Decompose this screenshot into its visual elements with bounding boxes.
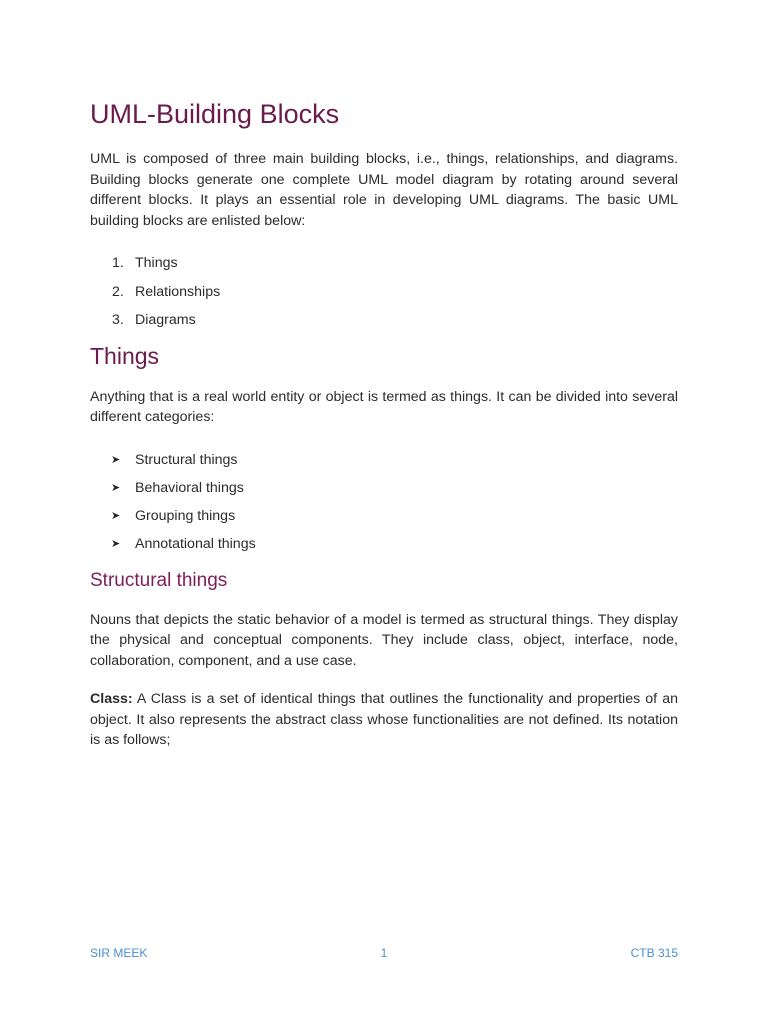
class-lead: Class:	[90, 691, 133, 707]
footer-course-code: CTB 315	[630, 946, 678, 960]
list-item	[90, 506, 678, 534]
list-item	[90, 253, 678, 282]
list-item-label: Diagrams	[135, 312, 196, 328]
list-item-label: Grouping things	[135, 507, 236, 524]
list-item-number: 2.	[112, 283, 124, 300]
intro-paragraph: UML is composed of three main building blocks, i.e., things, relationships, and diagrams. Building blocks generate one complete UML model diagram by rotating around several different blocks. It plays an essential role in developing UML diagrams. The basic UML building blocks are enlisted below:	[90, 151, 678, 229]
list-item-number: 1.	[112, 255, 124, 271]
page-title: UML-Building Blocks	[90, 99, 340, 129]
list-item-label: Things	[135, 255, 178, 271]
arrow-bullet-icon: ➤	[111, 453, 121, 466]
list-item	[90, 450, 678, 478]
list-item-label: Behavioral things	[135, 479, 244, 496]
things-paragraph: Anything that is a real world entity or object is termed as things. It can be divided into several different categories:	[90, 388, 678, 425]
class-description: A Class is a set of identical things that outlines the functionality and properties of an object. It also represents the abstract class whose functionalities are not defined. Its notation is as follows;	[90, 691, 678, 748]
list-item-label: Annotational things	[135, 535, 256, 552]
arrow-bullet-icon: ➤	[111, 509, 121, 522]
class-paragraph	[90, 689, 678, 751]
page-content	[90, 96, 678, 751]
page-footer	[90, 944, 678, 962]
footer-page-number: 1	[380, 946, 388, 960]
things-heading: Things	[90, 342, 160, 369]
list-item-label: Relationships	[135, 283, 221, 300]
arrow-bullet-icon: ➤	[111, 481, 121, 494]
building-blocks-list	[90, 253, 678, 339]
list-item	[90, 534, 678, 562]
arrow-bullet-icon: ➤	[111, 537, 121, 550]
list-item-number: 3.	[112, 312, 124, 328]
list-item	[90, 310, 678, 339]
structural-things-heading: Structural things	[90, 569, 228, 591]
structural-paragraph: Nouns that depicts the static behavior of a model is termed as structural things. They display the physical and conceptual components. They include class, object, interface, node, collaboration, component, and a use case.	[90, 611, 678, 669]
footer-author: SIR MEEK	[90, 946, 148, 960]
list-item	[90, 282, 678, 311]
list-item	[90, 478, 678, 506]
things-categories-list	[90, 450, 678, 562]
list-item-label: Structural things	[135, 451, 238, 468]
